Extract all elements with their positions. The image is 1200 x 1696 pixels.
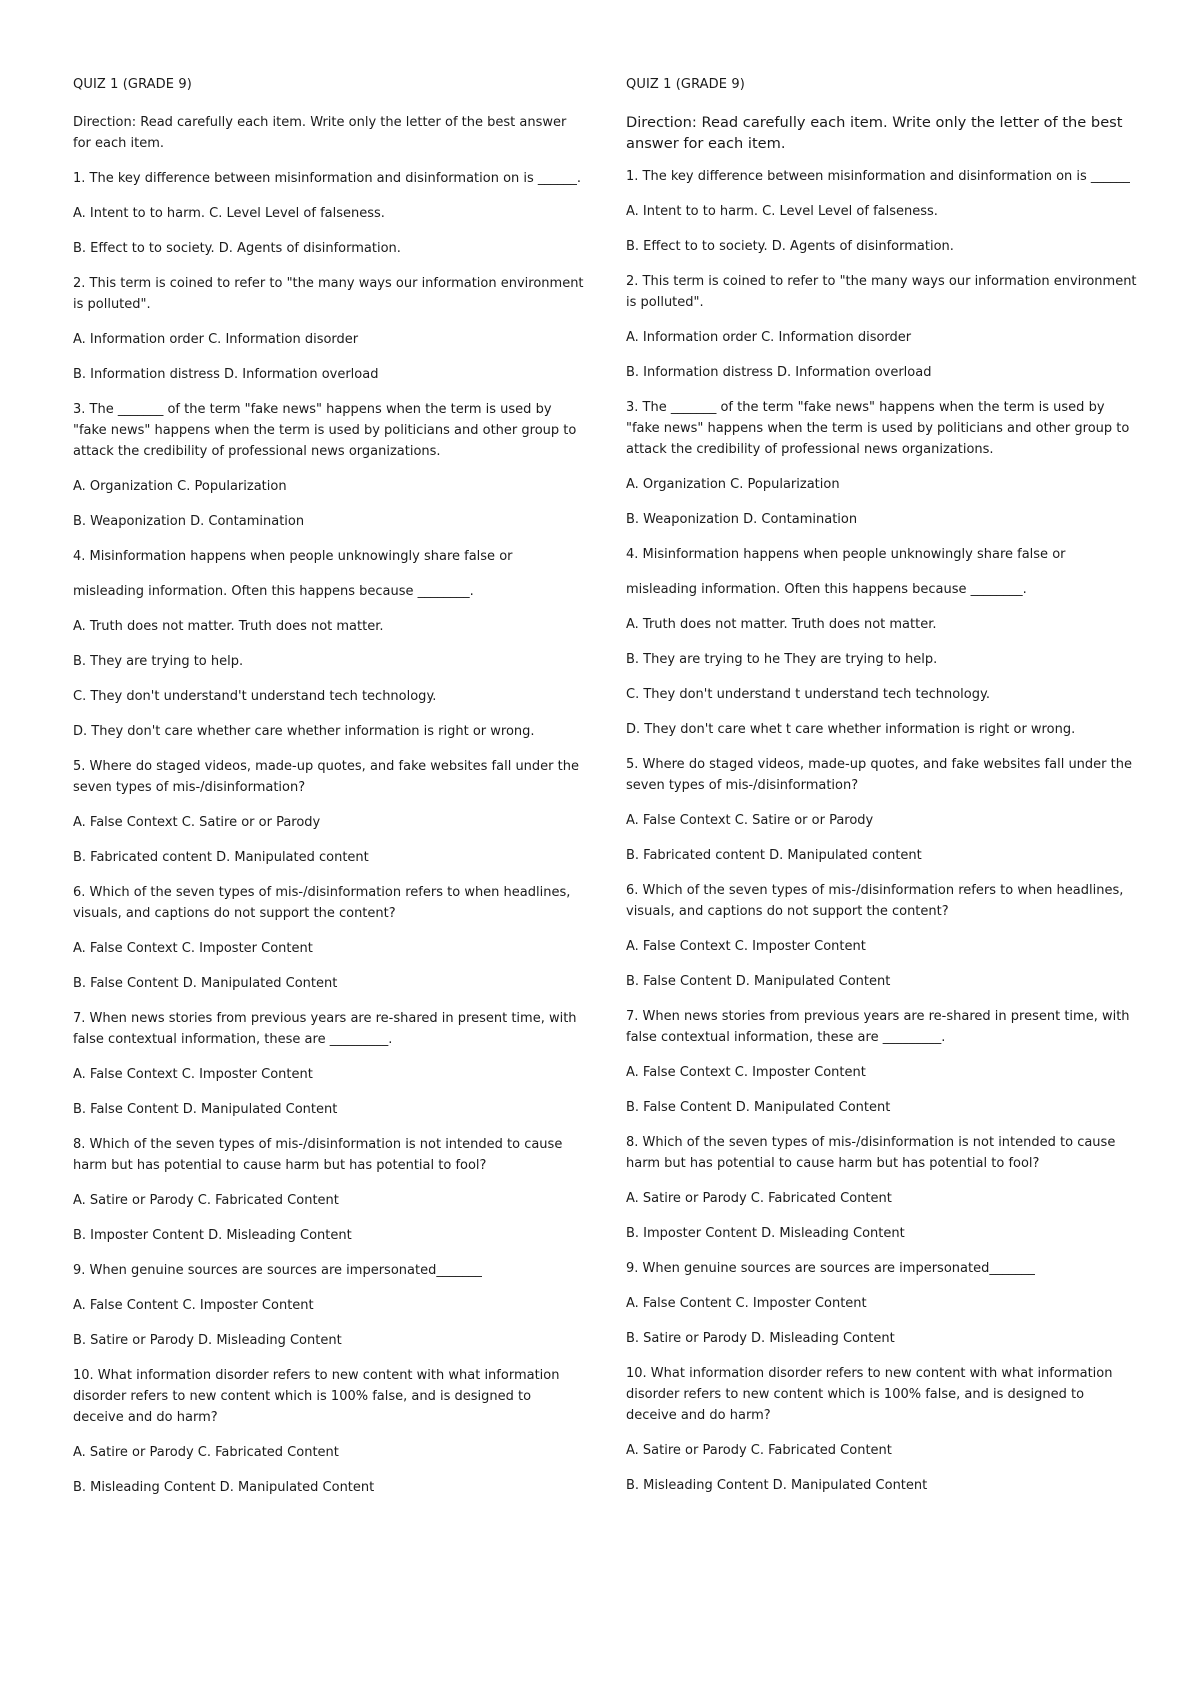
question-1-option-a-c: A. Intent to to harm. C. Level Level of falseness. (73, 206, 385, 221)
question-10: 10. What information disorder refers to new content with what information disorder refers to new content which is 100% false, and is designed to deceive and do harm? (626, 1366, 1113, 1423)
question-5-option-a-c: A. False Context C. Satire or or Parody (626, 813, 874, 828)
question-2-option-a-c: A. Information order C. Information disorder (626, 330, 912, 345)
question-6-option-b-d: B. False Content D. Manipulated Content (626, 974, 891, 989)
question-9: 9. When genuine sources are sources are impersonated_______ (73, 1263, 482, 1278)
question-5-option-b-d: B. Fabricated content D. Manipulated content (626, 848, 922, 863)
quiz-title: QUIZ 1 (GRADE 9) (626, 77, 745, 92)
question-1-option-b-d: B. Effect to to society. D. Agents of disinformation. (73, 241, 401, 256)
question-6-option-b-d: B. False Content D. Manipulated Content (73, 976, 338, 991)
question-3-option-b-d: B. Weaponization D. Contamination (626, 512, 858, 527)
question-3-option-a-c: A. Organization C. Popularization (73, 479, 287, 494)
question-1: 1. The key difference between misinformation and disinformation on is ______. (73, 171, 582, 186)
question-8-option-b-d: B. Imposter Content D. Misleading Content (73, 1228, 352, 1243)
question-1-option-a-c: A. Intent to to harm. C. Level Level of falseness. (626, 204, 938, 219)
question-4-option-c: C. They don't understand't understand tech technology. (73, 689, 437, 704)
question-10-option-a-c: A. Satire or Parody C. Fabricated Content (73, 1445, 339, 1460)
question-3-option-b-d: B. Weaponization D. Contamination (73, 514, 305, 529)
question-6-option-a-c: A. False Context C. Imposter Content (73, 941, 313, 956)
quiz-column-left (73, 76, 585, 1498)
question-10-option-b-d: B. Misleading Content D. Manipulated Content (626, 1478, 928, 1493)
question-7: 7. When news stories from previous years are re-shared in present time, with false contextual information, these are _________. (626, 1009, 1130, 1045)
question-4-option-c: C. They don't understand t understand tech technology. (626, 687, 990, 702)
question-4-option-a: A. Truth does not matter. Truth does not matter. (73, 619, 384, 634)
question-5: 5. Where do staged videos, made-up quotes, and fake websites fall under the seven types of mis-/disinformation? (73, 759, 579, 795)
question-4-option-b: B. They are trying to he They are trying to help. (626, 652, 938, 667)
question-2: 2. This term is coined to refer to "the many ways our information environment is polluted". (73, 276, 584, 312)
question-3: 3. The _______ of the term "fake news" happens when the term is used by "fake news" happens when the term is used by politicians and other group to attack the credibility of professional news organizations. (626, 400, 1130, 457)
question-10: 10. What information disorder refers to new content with what information disorder refers to new content which is 100% false, and is designed to deceive and do harm? (73, 1368, 560, 1425)
question-2-option-a-c: A. Information order C. Information disorder (73, 332, 359, 347)
question-5: 5. Where do staged videos, made-up quotes, and fake websites fall under the seven types of mis-/disinformation? (626, 757, 1132, 793)
question-7-option-b-d: B. False Content D. Manipulated Content (626, 1100, 891, 1115)
question-1-option-b-d: B. Effect to to society. D. Agents of disinformation. (626, 239, 954, 254)
question-4-option-a: A. Truth does not matter. Truth does not matter. (626, 617, 937, 632)
question-5-option-b-d: B. Fabricated content D. Manipulated content (73, 850, 369, 865)
question-9-option-b-d: B. Satire or Parody D. Misleading Content (73, 1333, 342, 1348)
question-8-option-b-d: B. Imposter Content D. Misleading Content (626, 1226, 905, 1241)
question-10-option-a-c: A. Satire or Parody C. Fabricated Content (626, 1443, 892, 1458)
question-8-option-a-c: A. Satire or Parody C. Fabricated Content (73, 1193, 339, 1208)
question-3: 3. The _______ of the term "fake news" happens when the term is used by "fake news" happens when the term is used by politicians and other group to attack the credibility of professional news organizations. (73, 402, 577, 459)
question-6-option-a-c: A. False Context C. Imposter Content (626, 939, 866, 954)
question-4-option-d: D. They don't care whet t care whether information is right or wrong. (626, 722, 1076, 737)
question-2-option-b-d: B. Information distress D. Information overload (73, 367, 379, 382)
question-4-line-2: misleading information. Often this happens because ________. (626, 582, 1027, 597)
question-6: 6. Which of the seven types of mis-/disinformation refers to when headlines, visuals, and captions do not support the content? (73, 885, 571, 921)
question-8: 8. Which of the seven types of mis-/disinformation is not intended to cause harm but has potential to cause harm but has potential to fool? (626, 1135, 1116, 1171)
question-7-option-a-c: A. False Context C. Imposter Content (626, 1065, 866, 1080)
question-2-option-b-d: B. Information distress D. Information overload (626, 365, 932, 380)
quiz-direction: Direction: Read carefully each item. Write only the letter of the best answer for each item. (73, 115, 567, 151)
question-2: 2. This term is coined to refer to "the many ways our information environment is polluted". (626, 274, 1137, 310)
question-4-line-2: misleading information. Often this happens because ________. (73, 584, 474, 599)
question-1: 1. The key difference between misinformation and disinformation on is ______ (626, 169, 1130, 184)
question-7-option-a-c: A. False Context C. Imposter Content (73, 1067, 313, 1082)
question-7-option-b-d: B. False Content D. Manipulated Content (73, 1102, 338, 1117)
quiz-direction: Direction: Read carefully each item. Write only the letter of the best answer for each item. (626, 114, 1123, 152)
question-9-option-a-c: A. False Content C. Imposter Content (626, 1296, 867, 1311)
question-9-option-b-d: B. Satire or Parody D. Misleading Content (626, 1331, 895, 1346)
question-9-option-a-c: A. False Content C. Imposter Content (73, 1298, 314, 1313)
quiz-title: QUIZ 1 (GRADE 9) (73, 77, 192, 92)
question-10-option-b-d: B. Misleading Content D. Manipulated Content (73, 1480, 375, 1495)
question-4-option-b: B. They are trying to help. (73, 654, 244, 669)
question-4-option-d: D. They don't care whether care whether information is right or wrong. (73, 724, 535, 739)
question-8-option-a-c: A. Satire or Parody C. Fabricated Content (626, 1191, 892, 1206)
question-9: 9. When genuine sources are sources are impersonated_______ (626, 1261, 1035, 1276)
question-7: 7. When news stories from previous years are re-shared in present time, with false contextual information, these are _________. (73, 1011, 577, 1047)
question-5-option-a-c: A. False Context C. Satire or or Parody (73, 815, 321, 830)
question-6: 6. Which of the seven types of mis-/disinformation refers to when headlines, visuals, and captions do not support the content? (626, 883, 1124, 919)
question-3-option-a-c: A. Organization C. Popularization (626, 477, 840, 492)
question-4-line-1: 4. Misinformation happens when people unknowingly share false or (73, 549, 513, 564)
question-4-line-1: 4. Misinformation happens when people unknowingly share false or (626, 547, 1066, 562)
question-8: 8. Which of the seven types of mis-/disinformation is not intended to cause harm but has potential to cause harm but has potential to fool? (73, 1137, 563, 1173)
quiz-column-right (626, 76, 1138, 1496)
